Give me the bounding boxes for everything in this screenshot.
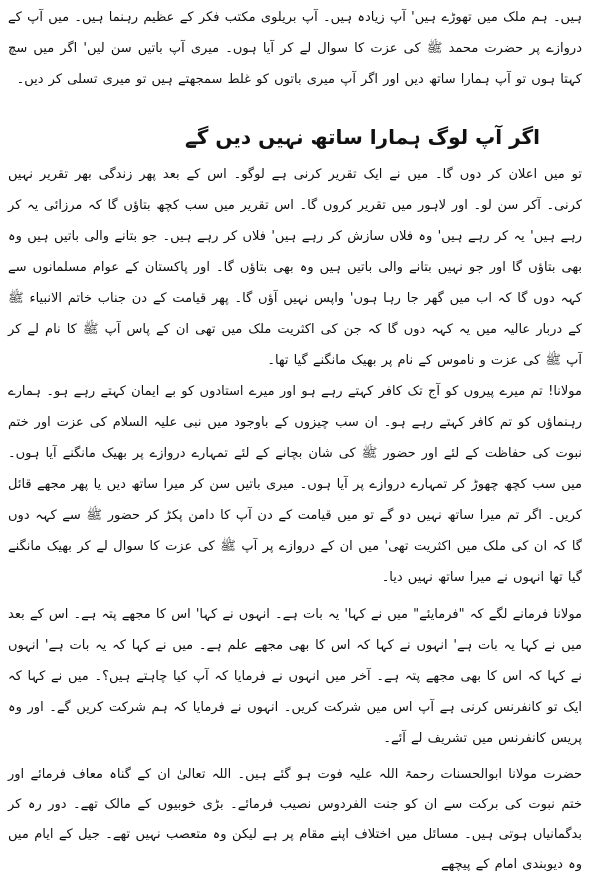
body-paragraph-3: مولانا فرمانے لگے کہ "فرمایئے" میں نے کہا' یہ بات ہے۔ انہوں نے کہا' اس کا مجھے پتہ ہے۔ اس کے بعد میں نے کہا یہ بات ہے' انہوں نے کہا کہ اس کا بھی مجھے علم ہے۔ میں نے کہا کہ یہ بات ہے' انہوں نے کہا کہ اس کا بھی مجھے پتہ ہے۔ آخر میں انہوں نے فرمایا کہ آپ کیا چاہتے ہیں؟۔ میں نے کہا کہ ایک تو کانفرنس کرنی ہے آپ اس میں شرکت کریں۔ انہوں نے فرمایا کہ ہم شرکت کریں گے۔ اور وہ پریس کانفرنس میں تشریف لے آئے۔ bbox=[8, 607, 582, 746]
spacer bbox=[8, 95, 582, 115]
section-heading: اگر آپ لوگ ہمارا ساتھ نہیں دیں گے bbox=[185, 125, 540, 149]
body-paragraph-2: مولانا! تم میرے پیروں کو آج تک کافر کہتے رہے ہو اور میرے استادوں کو بے ایمان کہتے رہے ہو۔ ہمارے رہنماؤں کو تم کافر کہتے رہے ہو۔ ان سب چیزوں کے باوجود میں نبی علیہ السلام کی عزت اور ختم نبوت کی حفاظت کے لئے اور حضور ﷺ کی شان بچانے کے لئے تمہارے دروازے پر بھیک مانگنے آیا ہوں۔ میں سب کچھ چھوڑ کر تمہارے دروازے پر آیا ہوں۔ میری باتیں سن کر میرا ساتھ دیں یا پھر مجھے قائل کریں۔ اگر تم میرا ساتھ نہیں دو گے تو میں قیامت کے دن آپ کا دامن پکڑ کر حضور ﷺ سے کہہ دوں گا کہ ان کی ملک میں اکثریت تھی' میں ان کے دروازے پر آپ ﷺ کی عزت کا سوال لے کر بھیک مانگنے گیا تھا انہوں نے میرا ساتھ نہیں دیا۔ bbox=[8, 384, 582, 585]
body-paragraph-1: تو میں اعلان کر دوں گا۔ میں نے ایک تقریر کرنی ہے لوگو۔ اس کے بعد پھر زندگی بھر تقریر نہیں کرنی۔ آکر سن لو۔ اور لاہور میں تقریر کروں گا۔ اس تقریر میں سب کچھ بتاؤں گا کہ مرزائی یہ کر رہے ہیں' یہ کر رہے ہیں' وہ فلاں سازش کر رہے ہیں' فلاں کر رہے ہیں۔ جو بتانے والی باتیں ہیں وہ بھی بتاؤں گا اور جو نہیں بتانے والی باتیں ہیں وہ بھی بتاؤں گا۔ اور پاکستان کے عوام مسلمانوں سے کہہ دوں گا کہ اب میں گھر جا رہا ہوں' واپس نہیں آؤں گا۔ پھر قیامت کے دن جناب خاتم الانبیاء ﷺ کے دربار عالیہ میں یہ کہہ دوں گا کہ جن کی اکثریت ملک میں تھی ان کے پاس آپ ﷺ کا نام لے کر آپ ﷺ کی عزت و ناموس کے نام پر بھیک مانگنے گیا تھا۔ bbox=[8, 167, 582, 368]
body-paragraph-4: حضرت مولانا ابوالحسنات رحمۃ اللہ علیہ فوت ہو گئے ہیں۔ اللہ تعالیٰ ان کے گناہ معاف فرمائے اور ختم نبوت کی برکت سے ان کو جنت الفردوس نصیب فرمائے۔ بڑی خوبیوں کے مالک تھے۔ دور رہ کر بدگمانیاں ہوتی ہیں۔ مسائل میں اختلاف اپنے مقام پر ہے لیکن وہ متعصب نہیں تھے۔ جیل کے ایام میں وہ دیوبندی امام کے پیچھے bbox=[8, 767, 582, 872]
intro-paragraph: ہیں۔ ہم ملک میں تھوڑے ہیں' آپ زیادہ ہیں۔ آپ بریلوی مکتب فکر کے عظیم رہنما ہیں۔ میں آپ کے دروازے پر حضرت محمد ﷺ کی عزت کا سوال لے کر آیا ہوں۔ میری آپ باتیں سن لیں' اگر میں سچ کہتا ہوں تو آپ ہمارا ساتھ دیں اور اگر آپ میری باتوں کو غلط سمجھتے ہیں تو میری تسلی کر دیں۔ bbox=[8, 10, 582, 87]
